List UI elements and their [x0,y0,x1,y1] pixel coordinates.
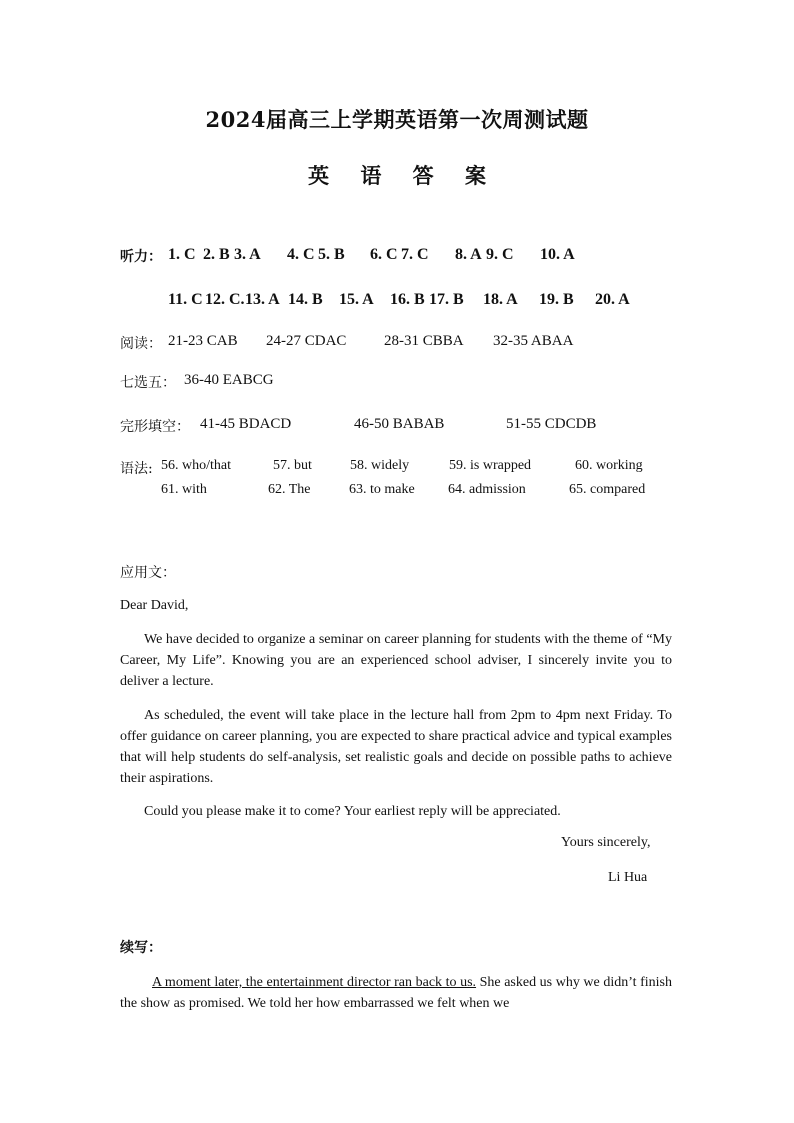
grammar-answer: 56. who/that [161,458,231,473]
grammar-answer: 62. The [268,482,311,497]
writing-label: 应用文： [120,565,176,581]
cloze-answer: 41-45 BDACD [200,416,292,432]
grammar-answer: 59. is wrapped [449,458,532,473]
letter-signature: Li Hua [608,870,648,885]
listening-answer: 1. C [168,246,196,263]
letter-closing: Yours sincerely, [561,835,651,850]
listening-answer: 3. A [234,246,261,263]
listening-answer: 6. C [370,246,398,263]
cloze-answer: 46-50 BABAB [354,416,445,432]
listening-answer: 5. B [318,246,345,263]
listening-answer: 9. C [486,246,514,263]
grammar-answer: 61. with [161,482,207,497]
listening-answer: 14. B [288,291,323,308]
listening-answer: 10. A [540,246,575,263]
letter-paragraph: As scheduled, the event will take place in the lecture hall from 2pm to 4pm next Friday. To offer guidance on career planning, you are expected to share practical advice and typical examples that will help students do self-analysis, set realistic goals and decide on possible paths to achieve their aspirations. [120,708,672,786]
page-subtitle: 英 语 答 案 [308,163,498,188]
grammar-answer: 64. admission [448,482,526,497]
seven-five-row [120,372,176,392]
listening-answer: 16. B [390,291,425,308]
seven-five-answer: 36-40 EABCG [184,372,274,388]
listening-row-1 [120,246,162,266]
cloze-label: 完形填空： [120,419,190,435]
listening-label: 听力： [120,249,162,265]
grammar-row [120,458,153,478]
listening-answer: 11. C [168,291,203,308]
grammar-answer: 57. but [273,458,312,473]
reading-answer: 28-31 CBBA [384,333,464,349]
listening-answer: 18. A [483,291,518,308]
listening-answer: 2. B [203,246,230,263]
seven-five-label: 七选五： [120,375,176,391]
reading-row [120,333,162,353]
page-title: 2024届高三上学期英语第一次周测试题 [205,107,589,132]
letter-paragraph: Could you please make it to come? Your earliest reply will be appreciated. [144,804,561,819]
listening-answer: 17. B [429,291,464,308]
cloze-row [120,416,190,436]
listening-answer: 13. A [245,291,280,308]
grammar-answer: 65. compared [569,482,646,497]
letter-paragraph: We have decided to organize a seminar on career planning for students with the theme of “My Career, My Life”. Knowing you are an experienced school adviser, I sincerely invite you to deliver a lecture. [120,632,672,689]
listening-answer: 20. A [595,291,630,308]
reading-answer: 24-27 CDAC [266,333,347,349]
letter-greeting: Dear David, [120,598,189,613]
listening-answer: 7. C [401,246,429,263]
grammar-answer: 58. widely [350,458,410,473]
reading-answer: 21-23 CAB [168,333,238,349]
grammar-answer: 63. to make [349,482,415,497]
listening-answer: 12. C. [205,291,245,308]
listening-answer: 15. A [339,291,374,308]
reading-answer: 32-35 ABAA [493,333,574,349]
continuation-paragraph [120,972,672,1014]
listening-answer: 19. B [539,291,574,308]
continuation-underlined-start: A moment later, the entertainment director ran back to us. [152,975,477,990]
reading-label: 阅读： [120,336,162,352]
cloze-answer: 51-55 CDCDB [506,416,597,432]
continuation-text: She asked us why we didn’t finish the show as promised. We told her how embarrassed we felt when we [120,975,672,1011]
grammar-answer: 60. working [575,458,643,473]
grammar-label: 语法: [120,461,153,477]
listening-answer: 8. A [455,246,482,263]
listening-answer: 4. C [287,246,315,263]
continuation-label: 续写： [120,940,162,956]
